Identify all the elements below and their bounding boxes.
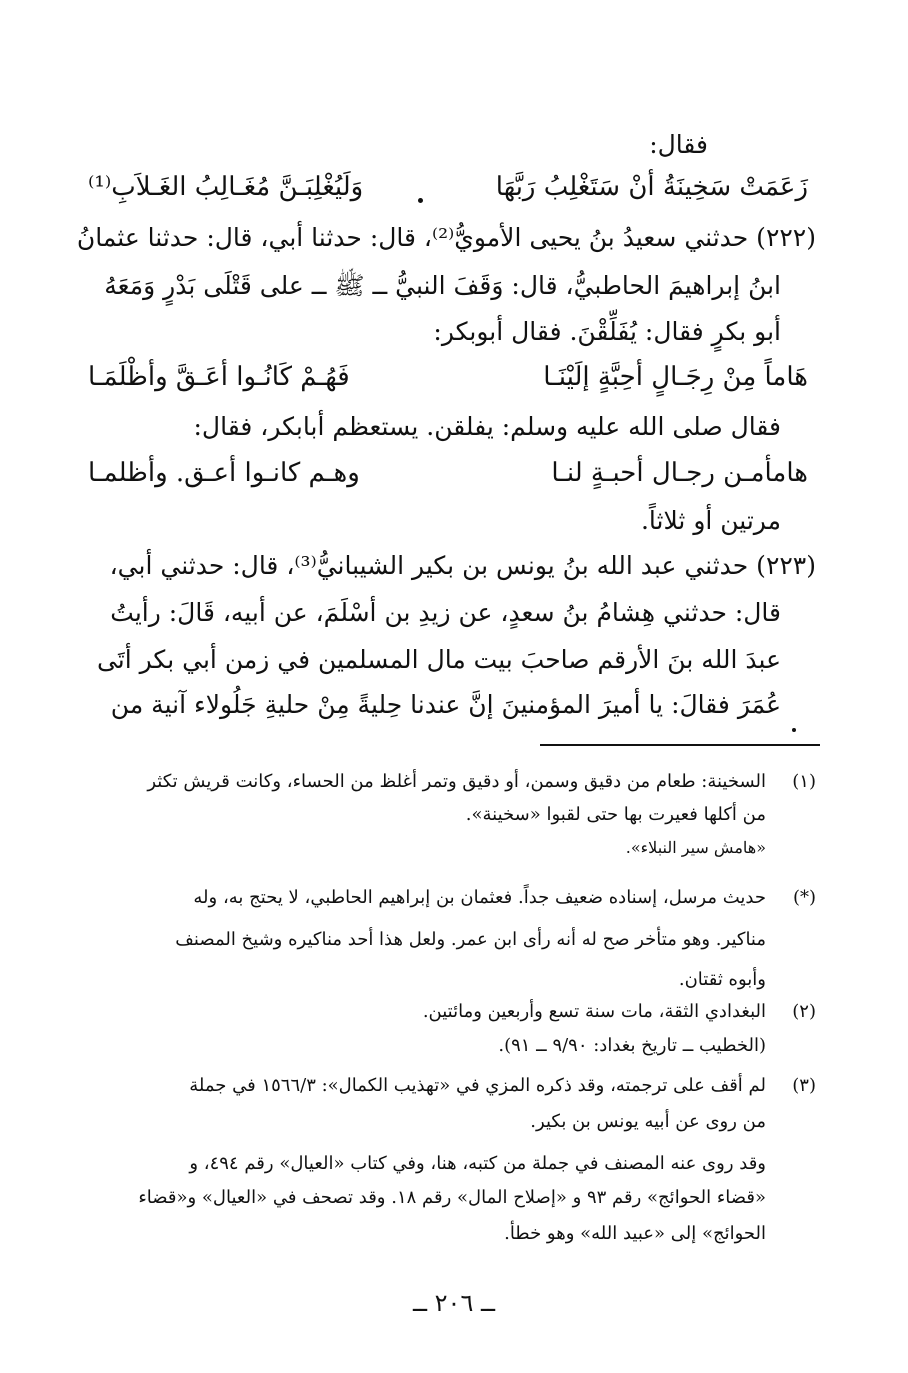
page-dot xyxy=(792,728,796,732)
hadith-223-line-1: (٢٢٣) حدثني عبد الله بنُ يونس بن بكير الشيبانيُّ⁽³⁾، قال: حدثني أبي، xyxy=(109,551,816,580)
verse-2-right-hemistich: هَاماً مِنْ رِجَـالٍ أحِبَّةٍ إلَيْنَـا xyxy=(543,362,808,392)
footnote-3-line-4: «قضاء الحوائج» رقم ٩٣ و «إصلاح المال» رقم ١٨. وقد تصحف في «العيال» و«قضاء xyxy=(138,1187,766,1208)
footnote-2-line-1: البغدادي الثقة، مات سنة تسع وأربعين ومائتين. xyxy=(422,1001,766,1022)
footnote-2 xyxy=(86,998,816,1058)
verse-separator-dot xyxy=(418,198,423,203)
footnote-3-line-3: وقد روى عنه المصنف في جملة من كتبه، هنا، وفي كتاب «العيال» رقم ٤٩٤، و xyxy=(189,1153,766,1174)
footnote-star-line-3: وأبوه ثقتان. xyxy=(678,969,766,990)
hadith-223-line-3: عبدَ الله بنَ الأرقم صاحبَ بيت مال المسلمين في زمن أبي بكر أتَى xyxy=(96,645,781,674)
intro-line: فقال: xyxy=(649,130,708,159)
verse-3-right-hemistich: هامأمـن رجـال أحبـةٍ لنـا xyxy=(551,458,808,488)
footnote-3-line-1: لم أقف على ترجمته، وقد ذكره المزي في «تهذيب الكمال»: ١٥٦٦/٣ في جملة xyxy=(189,1075,766,1096)
footnote-1 xyxy=(86,768,816,858)
footnote-2-line-2: (الخطيب ــ تاريخ بغداد: ٩/٩٠ ــ ٩١). xyxy=(498,1035,766,1056)
footnote-1-line-1: السخينة: طعام من دقيق وسمن، أو دقيق وتمر أغلظ من الحساء، وكانت قريش تكثر xyxy=(147,771,766,792)
verse-3 xyxy=(88,454,808,492)
hadith-223-line-2: قال: حدثني هِشامُ بنُ سعدٍ، عن زيدِ بن أسْلَمَ، عن أبيه، قَالَ: رأيتُ xyxy=(110,598,781,627)
footnote-star-line-1: حديث مرسل، إسناده ضعيف جداً. فعثمان بن إبراهيم الحاطبي، لا يحتج به، وله xyxy=(193,887,766,908)
verse-2 xyxy=(88,358,808,396)
footnote-star-mark: (*) xyxy=(792,887,816,908)
footnote-separator xyxy=(540,744,820,746)
hadith-222-line-1: (٢٢٢) حدثني سعيدُ بنُ يحيى الأمويُّ⁽²⁾، قال: حدثنا أبي، قال: حدثنا عثمانُ xyxy=(76,223,816,252)
verse-3-left-hemistich: وهـم كانـوا أعـق. وأظلمـا xyxy=(88,458,360,488)
footnote-3-line-5: الحوائج» إلى «عبيد الله» وهو خطأ. xyxy=(504,1223,766,1244)
hadith-222-line-3: أبو بكرٍ فقال: يُفَلِّقْنَ. فقال أبوبكر: xyxy=(433,317,781,346)
footnote-1-line-3: «هامش سير النبلاء». xyxy=(625,838,766,857)
footnote-1-mark: (١) xyxy=(792,771,816,792)
prophet-reply-line: فقال صلى الله عليه وسلم: يفلقن. يستعظم أبابكر، فقال: xyxy=(193,412,781,441)
hadith-222-line-2: ابنُ إبراهيمَ الحاطبيُّ، قال: وَقَفَ النبيُّ ــ ﷺ ــ على قَتْلَى بَدْرٍ وَمَعَهُ xyxy=(104,271,781,300)
repeat-line: مرتين أو ثلاثاً. xyxy=(640,506,781,535)
page-number: ــ ٢٠٦ ــ xyxy=(412,1289,496,1317)
verse-1 xyxy=(88,168,808,206)
verse-2-left-hemistich: فَهُـمْ كَانُـوا أعَـقَّ وأظْلَمَـا xyxy=(88,362,350,392)
footnote-2-mark: (٢) xyxy=(792,1001,816,1022)
footnote-3 xyxy=(86,1072,816,1272)
footnote-1-line-2: من أكلها فعيرت بها حتى لقبوا «سخينة». xyxy=(465,804,766,825)
verse-1-right-hemistich: زَعَمَتْ سَخِينَةُ أنْ سَتَغْلِبُ رَبَّهَا xyxy=(495,172,808,202)
hadith-223-line-4: عُمَرَ فقالَ: يا أميرَ المؤمنينَ إنَّ عندنا حِليةً مِنْ حليةِ جَلُولاء آنية من xyxy=(110,690,781,719)
footnote-star xyxy=(86,884,816,990)
verse-1-left-hemistich: وَلَيُغْلِبَـنَّ مُغَـالِبُ الغَـلاَبِ⁽¹⁾ xyxy=(88,172,364,202)
footnote-3-mark: (٣) xyxy=(792,1075,816,1096)
footnote-3-line-2: من روى عن أبيه يونس بن بكير. xyxy=(530,1111,766,1132)
footnote-star-line-2: مناكير. وهو متأخر صح له أنه رأى ابن عمر. ولعل هذا أحد مناكيره وشيخ المصنف xyxy=(175,929,766,950)
